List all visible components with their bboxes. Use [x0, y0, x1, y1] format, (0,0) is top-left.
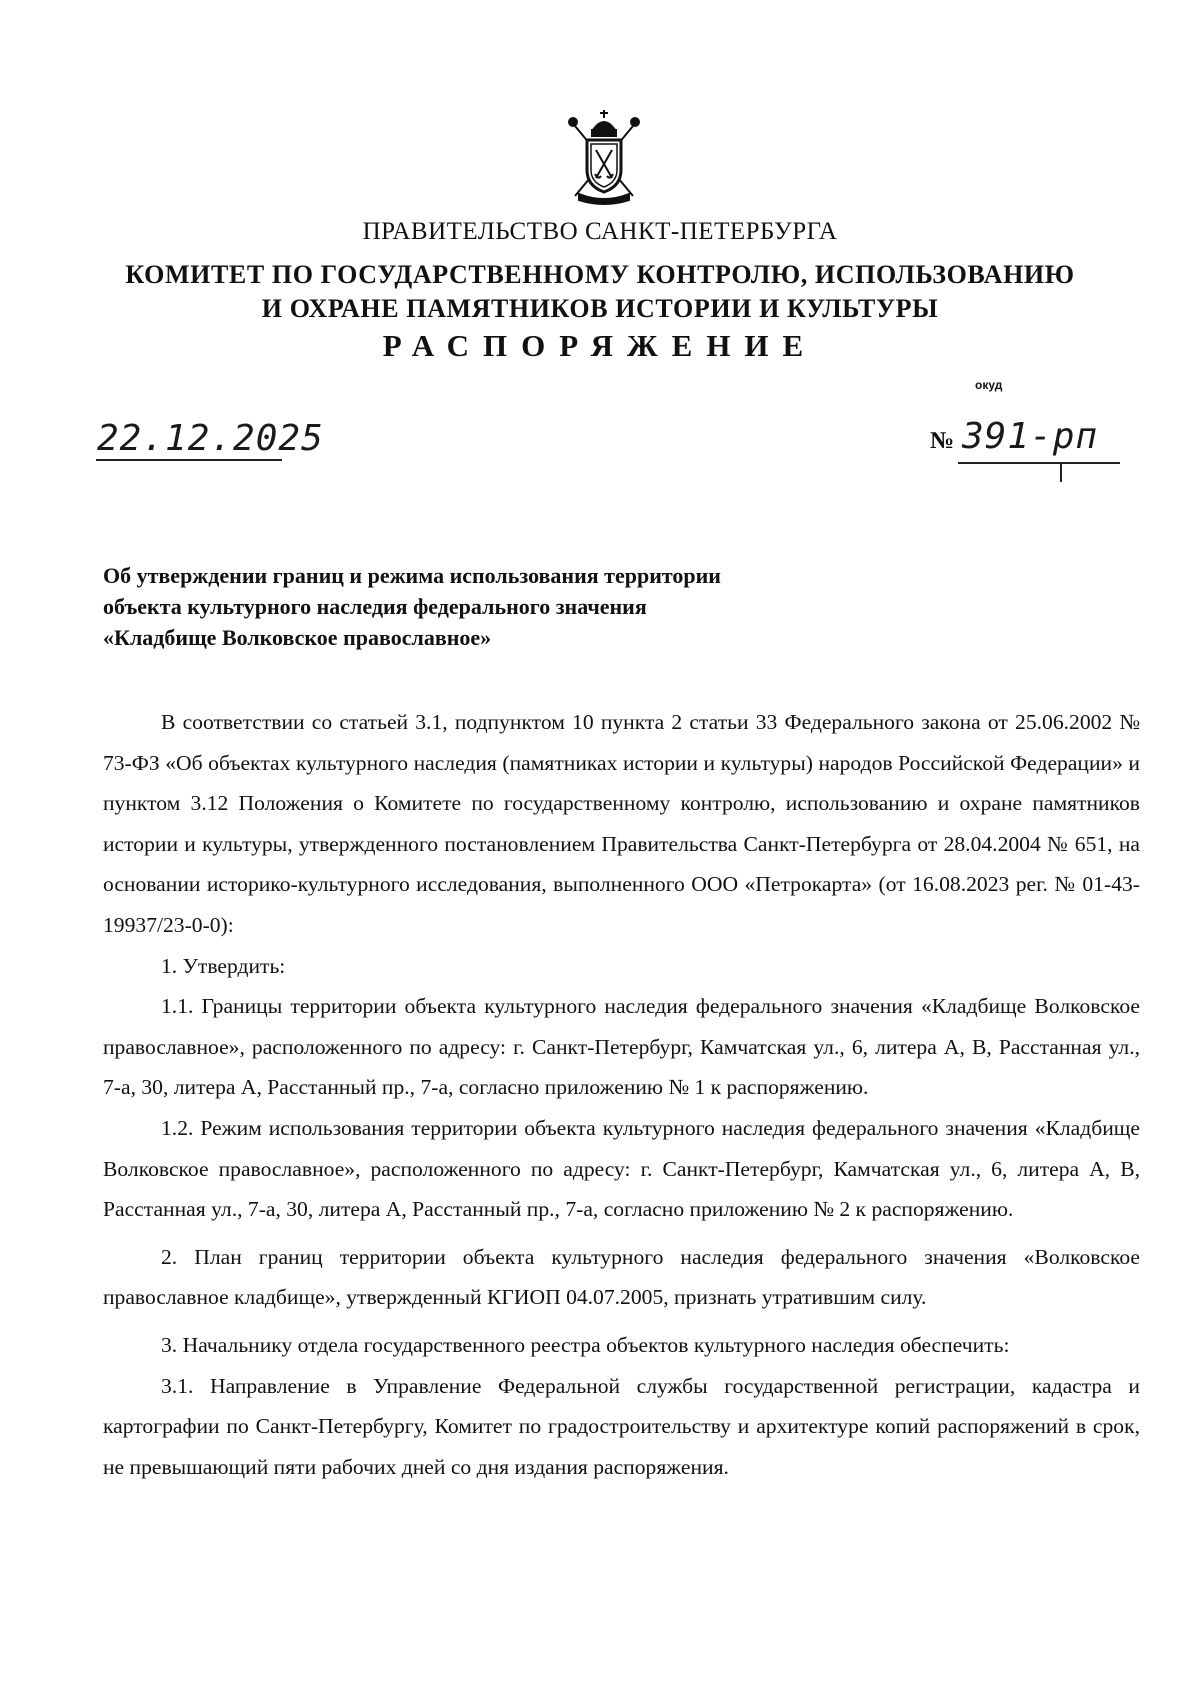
document-number: 391-рп — [962, 416, 1099, 457]
clause-1-1: 1.1. Границы территории объекта культурного наследия федерального значения «Кладбище Волковское православное», расположенного по адресу: г. Санкт-Петербург, Камчатская ул., 6, литера А, В, Расстанная ул., 7-а, 30, литера А, Расстанный пр., 7-а, согласно приложению № 1 к распоряжению. — [103, 994, 1140, 1100]
document-date: 22.12.2025 — [97, 418, 324, 459]
number-underline — [958, 462, 1120, 464]
committee-name-line2: И ОХРАНЕ ПАМЯТНИКОВ ИСТОРИИ И КУЛЬТУРЫ — [261, 294, 939, 323]
subject-line: объекта культурного наследия федерального значения — [103, 594, 647, 619]
government-name: ПРАВИТЕЛЬСТВО САНКТ-ПЕТЕРБУРГА — [362, 218, 838, 245]
document-body — [103, 702, 1140, 1487]
document-type-title: РАСПОРЯЖЕНИЕ — [382, 328, 818, 363]
clause-2: 2. План границ территории объекта культурного наследия федерального значения «Волковское православное кладбище», утвержденный КГИОП 04.07.2005, признать утратившим силу. — [103, 1244, 1140, 1310]
subject-line: Об утверждении границ и режима использования территории — [103, 563, 721, 588]
preamble-paragraph: В соответствии со статьей 3.1, подпунктом 10 пункта 2 статьи 33 Федерального закона от 25.06.2002 № 73-ФЗ «Об объектах культурного наследия (памятниках истории и культуры) народов Российской Федерации» и пунктом 3.12 Положения о Комитете по государственному контролю, использованию и охране памятников истории и культуры, утвержденного постановлением Правительства Санкт-Петербурга от 28.04.2004 № 651, на основании историко-культурного исследования, выполненного ООО «Петрокарта» (от 16.08.2023 рег. № 01-43-19937/23-0-0): — [103, 710, 1140, 937]
clause-1: 1. Утвердить: — [161, 953, 286, 978]
number-label: № — [930, 428, 955, 454]
clause-3: 3. Начальнику отдела государственного реестра объектов культурного наследия обеспечить: — [161, 1332, 1010, 1357]
document-subject — [103, 560, 721, 653]
number-underline-tick — [1060, 462, 1062, 482]
committee-name-line1: КОМИТЕТ ПО ГОСУДАРСТВЕННОМУ КОНТРОЛЮ, ИСПОЛЬЗОВАНИЮ — [125, 260, 1075, 289]
coat-of-arms-icon — [565, 108, 643, 208]
okud-label: окуд — [975, 378, 1003, 392]
subject-line: «Кладбище Волковское православное» — [103, 625, 492, 650]
clause-1-2: 1.2. Режим использования территории объекта культурного наследия федерального значения «Кладбище Волковское православное», расположенного по адресу: г. Санкт-Петербург, Камчатская ул., 6, литера А, В, Расстанная ул., 7-а, 30, литера А, Расстанный пр., 7-а, согласно приложению № 2 к распоряжению. — [103, 1115, 1140, 1222]
clause-3-1: 3.1. Направление в Управление Федеральной службы государственной регистрации, кадастра и картографии по Санкт-Петербургу, Комитет по градостроительству и архитектуре копий распоряжений в срок, не превышающий пяти рабочих дней со дня издания распоряжения. — [103, 1373, 1140, 1479]
date-underline — [96, 459, 282, 461]
